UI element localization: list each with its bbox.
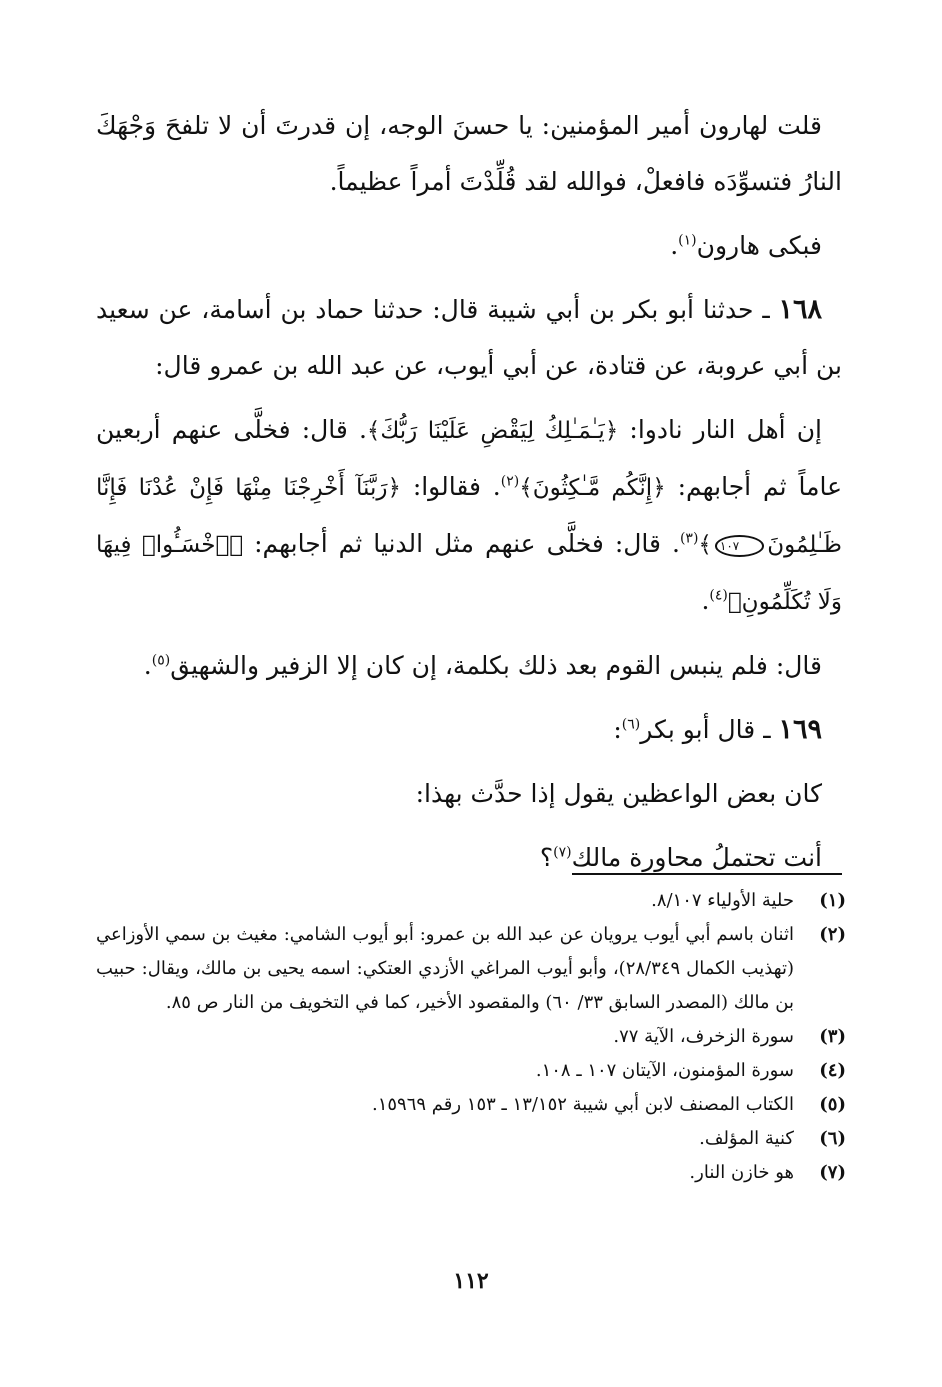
text-segment: . قال: فخلَّى عنهم مثل الدنيا ثم أجابهم:: [254, 529, 680, 558]
footnote-number: (٦): [819, 1128, 846, 1149]
main-text: [96, 98, 842, 894]
footnote-item: [96, 918, 846, 1020]
punctuation: .: [701, 586, 710, 615]
paragraph-silence: [96, 638, 842, 694]
entry-number: ١٦٩: [778, 714, 822, 745]
footnote-item: [96, 1054, 846, 1088]
footnote-number: (١): [819, 890, 846, 911]
text-segment: . قال: فخلَّى عنهم أربعين عاماً ثم أجابهم:: [96, 415, 842, 501]
entry-168: [96, 282, 842, 394]
paragraph-preacher: [96, 766, 842, 822]
footnote-item: [96, 1156, 846, 1190]
footnote-number: (٣): [819, 1026, 846, 1047]
entry-number: ١٦٨: [778, 294, 822, 325]
quran-verse: ﴿إِنَّكُم مَّـٰكِثُونَ﴾: [519, 475, 666, 501]
quran-bracket: ﴾: [698, 532, 712, 558]
text-segment: إن أهل النار نادوا:: [629, 415, 822, 444]
punctuation: :: [613, 715, 622, 744]
footnote-text: اثنان باسم أبي أيوب يرويان عن عبد الله بن عمرو: أبو أيوب الشامي: مغيث بن سمي الأوزاعي (تهذيب الكمال ٢٨/٣٤٩)، وأبو أيوب المراغي الأزدي العتكي: اسمه يحيى بن مالك، ويقال: حبيب بن مالك (المصدر السابق ٣٣/ ٦٠) والمقصود الأخير، كما في التخويف من النار ص ٨٥.: [96, 924, 794, 1013]
footnote-ref: (٧): [553, 844, 572, 861]
footnote-number: (٤): [819, 1060, 846, 1081]
footnote-ref: (٤): [709, 587, 728, 604]
footnotes: [96, 884, 846, 1190]
footnote-text: الكتاب المصنف لابن أبي شيبة ١٣/١٥٢ ـ ١٥٣ رقم ١٥٩٦٩.: [371, 1094, 794, 1115]
footnote-item: [96, 1020, 846, 1054]
paragraph-quran-dialogue: [96, 402, 842, 630]
footnote-number: (٧): [819, 1162, 846, 1183]
page-number: ١١٢: [453, 1268, 489, 1294]
paragraph-text: قلت لهارون أمير المؤمنين: يا حسنَ الوجه، إن قدرتَ أن لا تلفحَ وَجْهَكَ النارُ فتسوِّدَه فافعلْ، فوالله لقد قُلِّدْتَ أمراً عظيماً.: [96, 111, 842, 196]
footnote-text: سورة الزخرف، الآية ٧٧.: [613, 1026, 794, 1047]
entry-text: ـ قال أبو بكر: [640, 715, 771, 744]
footnote-ref: (٣): [679, 530, 699, 547]
paragraph-haroun-wept: [96, 218, 842, 274]
footnote-ref: (٥): [151, 652, 171, 669]
footnote-item: [96, 884, 846, 918]
paragraph-text: فبكى هارون: [696, 231, 822, 260]
footnote-ref: (٦): [621, 716, 641, 733]
footnote-text: سورة المؤمنون، الآيتان ١٠٧ ـ ١٠٨.: [535, 1060, 794, 1081]
entry-text: ـ حدثنا أبو بكر بن أبي شيبة قال: حدثنا حماد بن أسامة، عن سعيد بن أبي عروبة، عن قتادة، عن أبي أيوب، عن عبد الله بن عمرو قال:: [96, 295, 842, 380]
footnote-divider: [572, 873, 842, 875]
quran-verse: ﴿يَـٰمَـٰلِكُ لِيَقْضِ عَلَيْنَا رَبُّكَ﴾: [366, 418, 619, 444]
paragraph-text: كان بعض الواعظين يقول إذا حدَّث بهذا:: [415, 779, 822, 808]
footnote-ref: (١): [678, 232, 697, 249]
paragraph-question: [96, 830, 842, 886]
quran-verse: ﴿ٱخْسَـُٔوا۟ فِيهَا وَلَا تُكَلِّمُونِ﴾: [96, 532, 842, 615]
footnote-text: حلية الأولياء ٨/١٠٧.: [651, 890, 794, 911]
ayah-number-mark: ١٠٧: [715, 535, 764, 557]
footnote-text: كنية المؤلف.: [699, 1128, 794, 1149]
footnote-number: (٥): [819, 1094, 846, 1115]
paragraph-haroun: [96, 98, 842, 210]
footnote-number: (٢): [819, 924, 846, 945]
paragraph-text: أنت تحتملُ محاورة مالك: [571, 843, 822, 872]
footnote-item: [96, 1122, 846, 1156]
punctuation: ؟: [539, 843, 554, 872]
paragraph-text: قال: فلم ينبس القوم بعد ذلك بكلمة، إن كان إلا الزفير والشهيق: [170, 651, 822, 680]
footnote-ref: (٢): [500, 473, 520, 490]
entry-169: [96, 702, 842, 758]
text-segment: . فقالوا:: [412, 472, 501, 501]
footnote-item: [96, 1088, 846, 1122]
punctuation: .: [143, 651, 152, 680]
quran-verse: ﴿رَبَّنَآ أَخْرِجْنَا مِنْهَا فَإِنْ عُدْنَا فَإِنَّا ظَـٰلِمُونَ: [96, 475, 842, 558]
footnote-text: هو خازن النار.: [689, 1162, 794, 1183]
punctuation: .: [670, 231, 679, 260]
